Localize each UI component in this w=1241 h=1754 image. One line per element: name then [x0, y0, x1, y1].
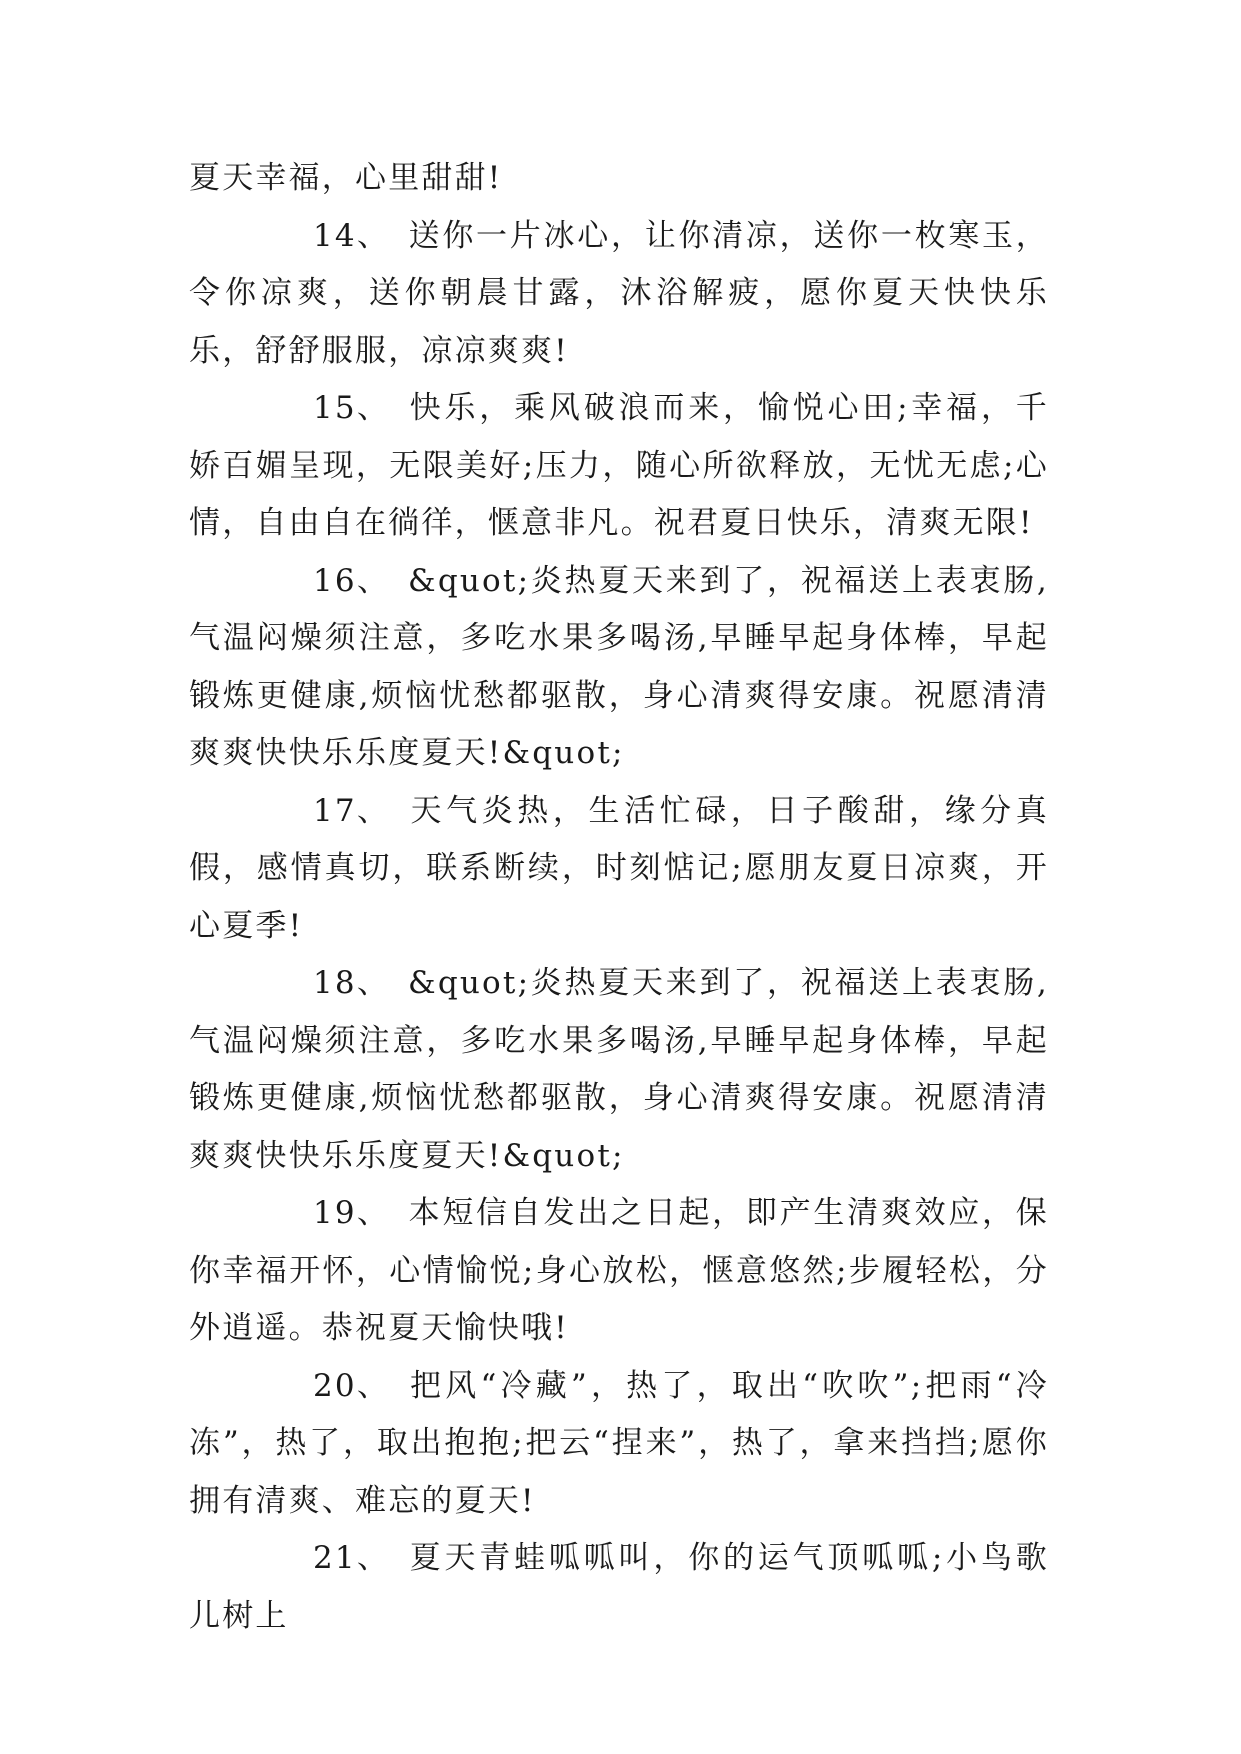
- paragraph-text: &quot;炎热夏天来到了，祝福送上表衷肠,气温闷燥须注意，多吃水果多喝汤,早睡早起身体棒，早起锻炼更健康,烦恼忧愁都驱散，身心清爽得安康。祝愿清清爽爽快快乐乐度夏天!&quot;: [189, 965, 1049, 1174]
- paragraph-text: 本短信自发出之日起，即产生清爽效应，保你幸福开怀，心情愉悦;身心放松，惬意悠然;步履轻松，分外逍遥。恭祝夏天愉快哦!: [189, 1195, 1049, 1346]
- paragraph-number: 18、: [313, 965, 391, 1001]
- paragraph-19: [189, 1185, 1049, 1358]
- paragraph-18: [189, 955, 1049, 1185]
- paragraph-text: 把风“冷藏”，热了，取出“吹吹”;把雨“冷冻”，热了，取出抱抱;把云“捏来”，热了，拿来挡挡;愿你拥有清爽、难忘的夏天!: [189, 1367, 1049, 1519]
- paragraph-text: 送你一片冰心，让你清凉，送你一枚寒玉，令你凉爽，送你朝晨甘露，沐浴解疲，愿你夏天快快乐乐，舒舒服服，凉凉爽爽!: [189, 217, 1049, 369]
- paragraph-21: [189, 1530, 1049, 1645]
- paragraph-15: [189, 380, 1049, 553]
- paragraph-17: [189, 783, 1049, 956]
- document-page: [189, 150, 1049, 1645]
- paragraph-number: 20、: [313, 1367, 391, 1404]
- paragraph-number: 17、: [313, 792, 391, 829]
- paragraph-number: 19、: [313, 1195, 391, 1231]
- paragraph-text: 快乐，乘风破浪而来，愉悦心田;幸福，千娇百媚呈现，无限美好;压力，随心所欲释放，无忧无虑;心情，自由自在徜徉，惬意非凡。祝君夏日快乐，清爽无限!: [189, 390, 1049, 541]
- paragraph-text: &quot;炎热夏天来到了，祝福送上表衷肠,气温闷燥须注意，多吃水果多喝汤,早睡早起身体棒，早起锻炼更健康,烦恼忧愁都驱散，身心清爽得安康。祝愿清清爽爽快快乐乐度夏天!&quot;: [189, 562, 1049, 771]
- paragraph-14: [189, 208, 1049, 381]
- paragraph-continuation: [189, 150, 1049, 208]
- paragraph-number: 16、: [313, 562, 391, 599]
- paragraph-20: [189, 1358, 1049, 1531]
- paragraph-16: [189, 553, 1049, 783]
- paragraph-text: 天气炎热，生活忙碌，日子酸甜，缘分真假，感情真切，联系断续，时刻惦记;愿朋友夏日凉爽，开心夏季!: [189, 792, 1049, 944]
- paragraph-number: 21、: [313, 1540, 391, 1576]
- paragraph-number: 14、: [313, 217, 391, 254]
- paragraph-text: 夏天幸福，心里甜甜!: [189, 160, 503, 196]
- paragraph-text: 夏天青蛙呱呱叫，你的运气顶呱呱;小鸟歌儿树上: [189, 1540, 1049, 1634]
- paragraph-number: 15、: [313, 390, 391, 426]
